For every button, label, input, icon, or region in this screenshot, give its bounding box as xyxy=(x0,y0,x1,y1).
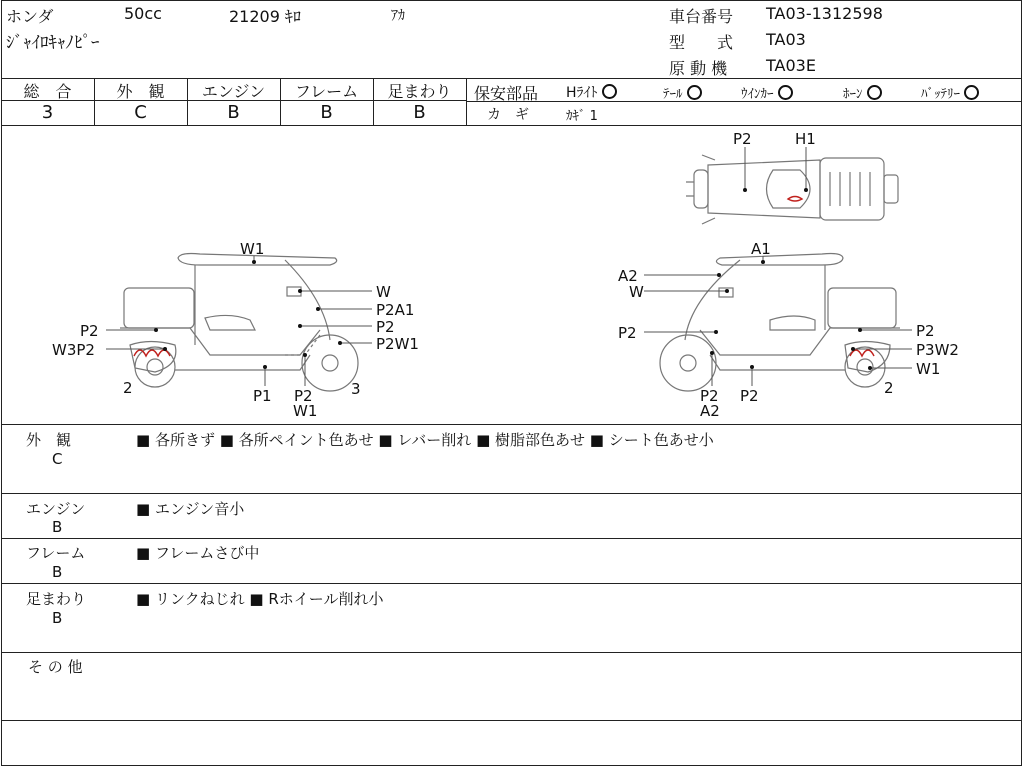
note-frame-category: フレーム xyxy=(26,544,86,562)
label-left-p2a1: P2A1 xyxy=(376,301,415,319)
ok-circle-icon xyxy=(687,85,702,100)
ok-circle-icon xyxy=(964,85,979,100)
note-suspension-text: ■ リンクねじれ ■ Rホイール削れ小 xyxy=(136,590,384,608)
displacement: 50cc xyxy=(124,4,162,23)
label-right-a1: A1 xyxy=(751,240,771,258)
label-right-a2: A2 xyxy=(618,267,638,285)
label-left-2: 2 xyxy=(123,379,133,397)
grade-header-overall: 総 合 xyxy=(23,82,72,101)
grade-header-exterior: 外 観 xyxy=(116,82,165,101)
scooter-left-view xyxy=(120,254,358,392)
label-right-p3w2: P3W2 xyxy=(916,341,959,359)
engine-model: TA03E xyxy=(766,56,816,75)
note-other-category: そ の 他 xyxy=(28,658,83,676)
safety-title: 保安部品 xyxy=(474,84,539,103)
model-name: ｼﾞｬｲﾛｷｬﾉﾋﾟｰ xyxy=(6,33,100,53)
safety-winker xyxy=(741,83,793,102)
label-right-p2-bottom: P2 xyxy=(700,387,719,405)
note-frame-text: ■ フレームさび中 xyxy=(136,544,260,562)
model-type: TA03 xyxy=(766,30,806,49)
note-exterior-text: ■ 各所きず ■ 各所ペイント色あせ ■ レバー削れ ■ 樹脂部色あせ ■ シート色あせ小 xyxy=(136,431,714,449)
frame-number: TA03-1312598 xyxy=(766,4,883,23)
damage-marks xyxy=(134,197,874,357)
scooter-top-view xyxy=(686,155,898,224)
note-engine-category: エンジン xyxy=(26,500,86,518)
ok-circle-icon xyxy=(778,85,793,100)
safety-horn-label: ﾎｰﾝ xyxy=(843,87,863,102)
note-exterior-grade: C xyxy=(52,450,63,468)
label-left-p2: P2 xyxy=(376,318,395,336)
safety-horn xyxy=(843,83,882,102)
damage-diagram xyxy=(0,126,1024,424)
label-left-p2-rear: P2 xyxy=(80,322,99,340)
label-right-a2-bottom: A2 xyxy=(700,402,720,420)
leader-lines xyxy=(106,147,912,386)
grade-frame: B xyxy=(320,102,333,123)
label-top-p2: P2 xyxy=(733,130,752,148)
model-type-label: 型 式 xyxy=(669,33,734,52)
key-value: ｶｷﾞ 1 xyxy=(566,109,598,124)
label-right-p2: P2 xyxy=(618,324,637,342)
note-engine-text: ■ エンジン音小 xyxy=(136,500,245,518)
note-exterior-category: 外 観 xyxy=(26,431,72,449)
label-right-p2-front: P2 xyxy=(740,387,759,405)
safety-headlight-label: Hﾗｲﾄ xyxy=(566,85,598,101)
label-left-p1: P1 xyxy=(253,387,272,405)
safety-headlight xyxy=(566,82,617,102)
key-label: カ ギ xyxy=(487,107,529,123)
label-left-w3p2: W3P2 xyxy=(52,341,95,359)
grade-header-suspension: 足まわり xyxy=(387,82,452,101)
label-right-2: 2 xyxy=(884,379,894,397)
safety-taillight xyxy=(663,83,702,102)
frame-number-label: 車台番号 xyxy=(669,7,734,26)
label-top-h1: H1 xyxy=(795,130,816,148)
label-right-w: W xyxy=(629,283,644,301)
grade-suspension: B xyxy=(413,102,426,123)
safety-battery xyxy=(921,83,979,102)
label-right-p2-rear: P2 xyxy=(916,322,935,340)
safety-battery-label: ﾊﾞｯﾃﾘｰ xyxy=(921,87,960,102)
note-engine-grade: B xyxy=(52,518,63,536)
note-suspension-category: 足まわり xyxy=(26,590,87,608)
scooter-right-view xyxy=(660,254,900,392)
grade-header-frame: フレーム xyxy=(294,82,359,101)
engine-label: 原 動 機 xyxy=(669,59,728,78)
label-left-w: W xyxy=(376,283,391,301)
note-frame-grade: B xyxy=(52,563,63,581)
label-left-p2-bottom: P2 xyxy=(294,387,313,405)
grade-overall: 3 xyxy=(41,102,54,123)
safety-winker-label: ｳｲﾝｶｰ xyxy=(741,87,774,102)
label-left-w1: W1 xyxy=(240,240,265,258)
label-left-3: 3 xyxy=(351,380,361,398)
grade-header-engine: エンジン xyxy=(201,82,266,101)
label-right-w1: W1 xyxy=(916,360,941,378)
maker: ホンダ xyxy=(6,7,54,26)
note-suspension-grade: B xyxy=(52,609,63,627)
ok-circle-icon xyxy=(867,85,882,100)
ok-circle-icon xyxy=(602,84,617,99)
color: ｱｶ xyxy=(391,8,405,24)
label-left-w1-bottom: W1 xyxy=(293,402,318,420)
safety-taillight-label: ﾃｰﾙ xyxy=(663,87,683,102)
grade-engine: B xyxy=(227,102,240,123)
grade-exterior: C xyxy=(134,102,147,123)
label-left-p2w1: P2W1 xyxy=(376,335,419,353)
mileage: 21209 ｷﾛ xyxy=(229,7,301,26)
